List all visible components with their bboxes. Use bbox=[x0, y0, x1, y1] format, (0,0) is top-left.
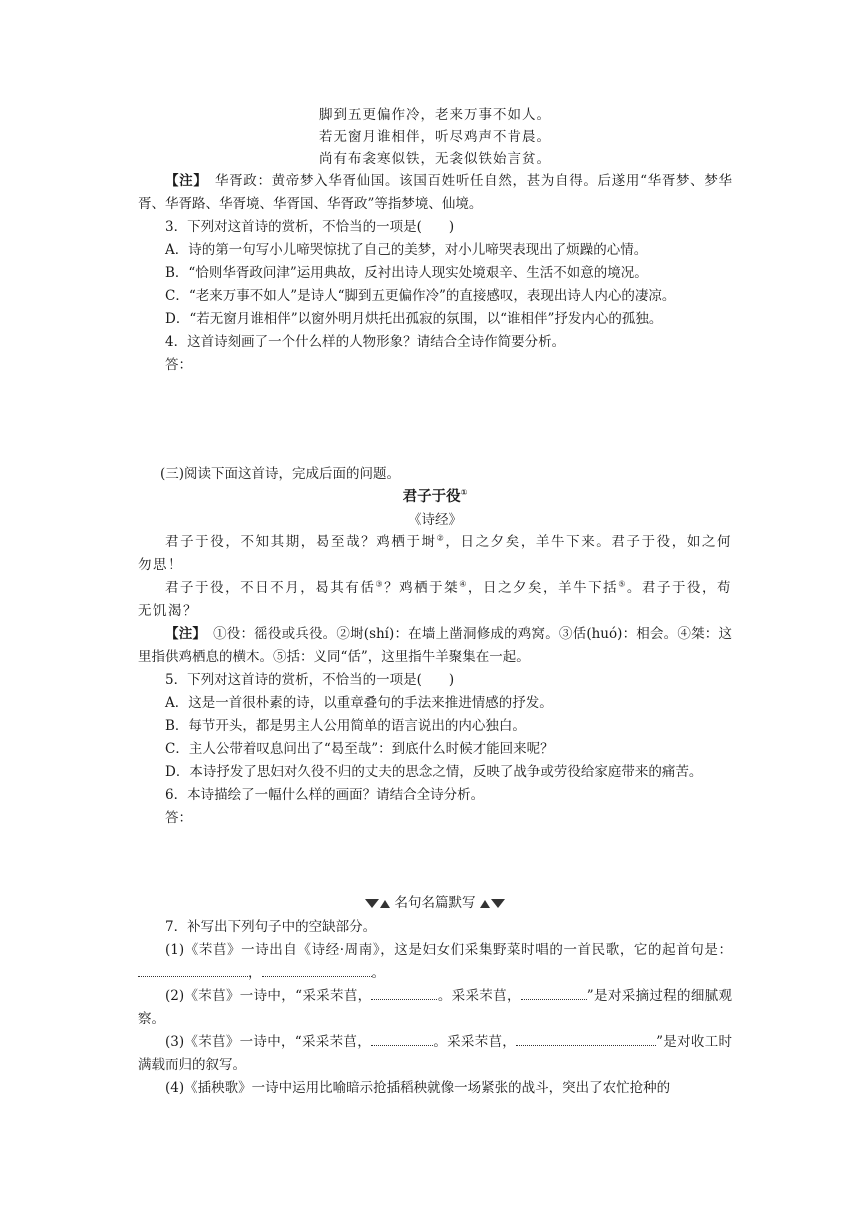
item-text: 。采采芣苢， bbox=[437, 988, 521, 1004]
item-text: (1)《芣苢》一诗出自《诗经·周南》，这是妇女们采集野菜时唱的一首民歌，它的起首句是： bbox=[165, 942, 732, 958]
footnote-mark: ② bbox=[436, 533, 446, 543]
verse-text: ，日之夕矣，羊牛下来。君子于役，如之何勿思！ bbox=[138, 534, 733, 573]
footnote-mark: ① bbox=[460, 488, 468, 498]
poem-author: 《诗经》 bbox=[408, 512, 462, 528]
footnote-mark: ④ bbox=[459, 579, 468, 589]
answer-space[interactable] bbox=[138, 377, 732, 463]
content-column bbox=[138, 104, 732, 1100]
question-5-option-b: B．每节开头，都是男主人公用简单的语言说出的内心独白。 bbox=[165, 718, 526, 734]
question-5-option-a: A．这是一首很朴素的诗，以重章叠句的手法来推进情感的抒发。 bbox=[165, 695, 553, 711]
section-title: 名句名篇默写 bbox=[394, 895, 476, 911]
question-3-option-a: A．诗的第一句写小儿啼哭惊扰了自己的美梦，对小儿啼哭表现出了烦躁的心情。 bbox=[165, 242, 648, 258]
question-5-option-d: D．本诗抒发了思妇对久役不归的丈夫的思念之情，反映了战争或劳役给家庭带来的痛苦。 bbox=[165, 764, 703, 780]
question-3-option-b: B．“恰则华胥政问津”运用典故，反衬出诗人现实处境艰辛、生活不如意的境况。 bbox=[165, 265, 648, 281]
poem-title-text: 君子于役 bbox=[402, 489, 461, 505]
triangle-down-icon bbox=[365, 899, 379, 908]
item-text: ”是对收工时满载而归的叙写。 bbox=[138, 1034, 733, 1073]
note-2 bbox=[138, 623, 732, 669]
item-text: ， bbox=[248, 965, 262, 981]
note-text: 华胥政：黄帝梦入华胥仙国。该国百姓听任自然，甚为自得。后遂用“华胥梦、梦华胥、华胥路、华胥境、华胥国、华胥政”等指梦境、仙境。 bbox=[138, 173, 732, 212]
poem-line: 脚到五更偏作冷，老来万事不如人。 bbox=[319, 107, 551, 123]
item-text: 。 bbox=[371, 965, 385, 981]
question-4-stem: 4．这首诗刻画了一个什么样的人物形象？请结合全诗作简要分析。 bbox=[165, 334, 566, 350]
item-text: (2)《芣苢》一诗中，“采采芣苢， bbox=[165, 988, 372, 1004]
question-3-option-d: D．“若无窗月谁相伴”以窗外明月烘托出孤寂的氛围，以“谁相伴”抒发内心的孤独。 bbox=[165, 311, 663, 327]
fill-blank[interactable] bbox=[371, 987, 437, 1000]
verse-text: ？鸡栖于桀 bbox=[384, 580, 460, 596]
item-text: (3)《芣苢》一诗中，“采采芣苢， bbox=[165, 1034, 372, 1050]
poem-title bbox=[138, 486, 732, 509]
verse-text: 君子于役，不知其期，曷至哉？鸡栖于埘 bbox=[165, 534, 437, 550]
question-5-option-c: C．主人公带着叹息问出了“曷至哉”：到底什么时候才能回来呢？ bbox=[165, 741, 554, 757]
triangle-down-icon bbox=[491, 899, 505, 908]
poem-line: 尚有布衾寒似铁，无衾似铁始言贫。 bbox=[319, 151, 551, 167]
fill-blank[interactable] bbox=[521, 987, 587, 1000]
verse-text: 。君子于役，苟无饥渴？ bbox=[138, 580, 733, 619]
fill-blank[interactable] bbox=[138, 964, 248, 977]
question-3-stem: 3．下列对这首诗的赏析，不恰当的一项是( ) bbox=[165, 219, 455, 235]
note-label: 【注】 bbox=[165, 173, 201, 189]
question-7-item-2 bbox=[138, 985, 732, 1031]
question-7-stem: 7．补写出下列句子中的空缺部分。 bbox=[165, 919, 377, 935]
question-3-option-c: C．“老来万事不如人”是诗人“脚到五更偏作冷”的直接感叹，表现出诗人内心的凄凉。 bbox=[165, 288, 676, 304]
question-4-answer-label: 答： bbox=[165, 357, 192, 373]
note-text: ①役：徭役或兵役。②埘(shí)：在墙上凿洞修成的鸡窝。③佸(huó)：相会。④桀：这里指供鸡栖息的横木。⑤括：义同“佸”，这里指牛羊聚集在一起。 bbox=[138, 626, 732, 665]
question-6-stem: 6．本诗描绘了一幅什么样的画面？请结合全诗分析。 bbox=[165, 787, 485, 803]
question-7-item-3 bbox=[138, 1031, 732, 1077]
footnote-mark: ③ bbox=[375, 579, 385, 589]
fill-blank[interactable] bbox=[262, 964, 372, 977]
note-label: 【注】 bbox=[165, 626, 200, 642]
verse-text: 君子于役，不日不月，曷其有佸 bbox=[165, 580, 376, 596]
poem-tail bbox=[138, 104, 732, 170]
answer-space[interactable] bbox=[138, 830, 732, 886]
note-1 bbox=[138, 170, 732, 216]
poem-stanza-2 bbox=[138, 577, 732, 623]
question-7-item-4: (4)《插秧歌》一诗中运用比喻暗示抢插稻秧就像一场紧张的战斗，突出了农忙抢种的 bbox=[165, 1080, 671, 1096]
section-header bbox=[138, 890, 732, 916]
footnote-mark: ⑤ bbox=[618, 579, 627, 589]
verse-text: ，日之夕矣，羊牛下括 bbox=[467, 580, 619, 596]
poem-line: 若无窗月谁相伴，听尽鸡声不肯晨。 bbox=[319, 129, 551, 145]
fill-blank[interactable] bbox=[371, 1033, 433, 1046]
question-7-item-1 bbox=[138, 939, 732, 985]
part-3-intro: (三)阅读下面这首诗，完成后面的问题。 bbox=[160, 466, 401, 482]
poem-stanza-1 bbox=[138, 531, 732, 577]
question-5-stem: 5．下列对这首诗的赏析，不恰当的一项是( ) bbox=[165, 672, 455, 688]
fill-blank[interactable] bbox=[516, 1033, 656, 1046]
triangle-up-icon bbox=[380, 900, 390, 908]
question-6-answer-label: 答： bbox=[165, 810, 192, 826]
item-text: ”是对采摘过程的细腻观察。 bbox=[138, 988, 732, 1027]
triangle-up-icon bbox=[480, 900, 490, 908]
item-text: 。采采芣苢， bbox=[433, 1034, 517, 1050]
